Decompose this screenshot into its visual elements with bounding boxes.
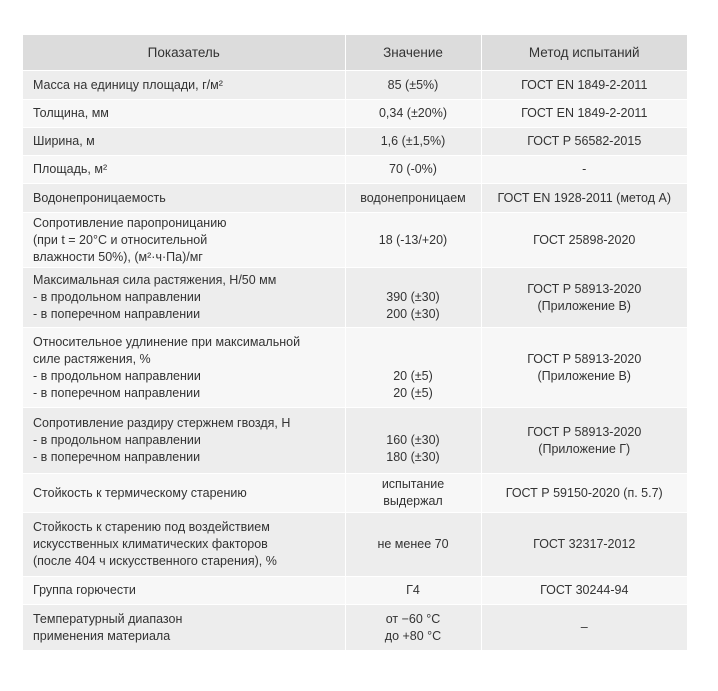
parameter-cell-line: Толщина, мм bbox=[33, 106, 109, 120]
value-cell-line: не менее 70 bbox=[377, 537, 449, 551]
parameter-cell bbox=[23, 408, 345, 474]
value-cell-line: 0,34 (±20%) bbox=[378, 106, 447, 120]
parameter-cell-line: влажности 50%), (м²·ч·Па)/мг bbox=[33, 249, 203, 264]
parameter-cell-line: применения материала bbox=[33, 628, 171, 643]
value-cell-line: 20 (±5) bbox=[393, 368, 433, 383]
header-parameter: Показатель bbox=[23, 35, 345, 71]
parameter-cell-line: - в поперечном направлении bbox=[33, 385, 201, 400]
value-cell-line: 70 (-0%) bbox=[389, 162, 437, 176]
table-row bbox=[23, 100, 687, 128]
table-row bbox=[23, 184, 687, 213]
parameter-cell bbox=[23, 128, 345, 156]
parameter-cell-line: - в поперечном направлении bbox=[33, 307, 201, 321]
method-cell-line: ГОСТ 32317-2012 bbox=[533, 537, 636, 551]
header-value: Значение bbox=[345, 35, 481, 71]
method-cell-line: ГОСТ EN 1849-2-2011 bbox=[521, 106, 648, 120]
method-cell bbox=[481, 268, 687, 328]
parameter-cell-line: Стойкость к старению под воздействием bbox=[33, 520, 270, 534]
value-cell-line: 18 (-13/+20) bbox=[378, 232, 448, 247]
method-cell-line: ГОСТ 25898-2020 bbox=[533, 232, 636, 247]
table-row bbox=[23, 268, 687, 328]
value-cell-line bbox=[346, 272, 481, 289]
value-cell-line: водонепроницаем bbox=[360, 190, 466, 205]
parameter-cell-line: Масса на единицу площади, г/м² bbox=[33, 77, 223, 92]
spec-table-container bbox=[23, 35, 687, 651]
parameter-cell-line: - в продольном направлении bbox=[33, 433, 201, 447]
spec-table bbox=[23, 35, 687, 651]
parameter-cell bbox=[23, 328, 345, 408]
parameter-cell-line: Максимальная сила растяжения, Н/50 мм bbox=[33, 273, 277, 287]
table-body bbox=[23, 71, 687, 651]
value-cell bbox=[345, 128, 481, 156]
method-cell-line: ГОСТ Р 58913-2020 bbox=[527, 351, 642, 366]
parameter-cell bbox=[23, 213, 345, 268]
method-cell bbox=[481, 577, 687, 605]
method-cell-line: – bbox=[580, 620, 588, 634]
method-cell-line: (Приложение Г) bbox=[538, 441, 631, 456]
value-cell bbox=[345, 328, 481, 408]
parameter-cell bbox=[23, 268, 345, 328]
parameter-cell-line: - в поперечном направлении bbox=[33, 450, 201, 464]
parameter-cell-line: (при t = 20°С и относительной bbox=[33, 232, 208, 247]
method-cell-line: (Приложение В) bbox=[537, 368, 631, 383]
method-cell-line: ГОСТ 30244-94 bbox=[540, 583, 629, 597]
parameter-cell-line: (после 404 ч искусственного старения), % bbox=[33, 554, 277, 568]
method-cell bbox=[481, 184, 687, 213]
method-cell-line: ГОСТ Р 56582-2015 bbox=[527, 134, 642, 148]
table-row bbox=[23, 513, 687, 577]
parameter-cell bbox=[23, 513, 345, 577]
value-cell-line: 20 (±5) bbox=[393, 385, 433, 400]
parameter-cell bbox=[23, 184, 345, 213]
parameter-cell bbox=[23, 71, 345, 100]
parameter-cell-line: - в продольном направлении bbox=[33, 368, 201, 383]
parameter-cell-line: Относительное удлинение при максимальной bbox=[33, 334, 301, 349]
value-cell-line: испытание bbox=[381, 477, 445, 491]
value-cell bbox=[345, 71, 481, 100]
value-cell-line bbox=[346, 334, 481, 351]
method-cell bbox=[481, 71, 687, 100]
method-cell-line: ГОСТ EN 1928-2011 (метод А) bbox=[497, 190, 671, 205]
parameter-cell-line: Сопротивление раздиру стержнем гвоздя, Н bbox=[33, 416, 291, 430]
parameter-cell-line: Температурный диапазон bbox=[33, 611, 183, 626]
value-cell bbox=[345, 184, 481, 213]
value-cell-line: 180 (±30) bbox=[386, 450, 440, 464]
method-cell-line: ГОСТ Р 58913-2020 bbox=[527, 281, 642, 296]
value-cell bbox=[345, 605, 481, 651]
method-cell bbox=[481, 474, 687, 513]
table-row bbox=[23, 577, 687, 605]
method-cell bbox=[481, 605, 687, 651]
parameter-cell-line: Сопротивление паропроницанию bbox=[33, 215, 227, 230]
value-cell-line: 390 (±30) bbox=[386, 290, 440, 304]
method-cell bbox=[481, 100, 687, 128]
value-cell bbox=[345, 156, 481, 184]
method-cell bbox=[481, 513, 687, 577]
value-cell-line: до +80 °С bbox=[384, 628, 442, 643]
method-cell-line: - bbox=[582, 162, 587, 176]
table-row bbox=[23, 71, 687, 100]
value-cell-line: от −60 °С bbox=[385, 611, 441, 626]
value-cell bbox=[345, 513, 481, 577]
parameter-cell bbox=[23, 474, 345, 513]
parameter-cell-line: Группа горючести bbox=[33, 583, 136, 597]
method-cell-line: ГОСТ Р 59150-2020 (п. 5.7) bbox=[505, 485, 663, 500]
parameter-cell bbox=[23, 577, 345, 605]
table-row bbox=[23, 408, 687, 474]
parameter-cell bbox=[23, 100, 345, 128]
value-cell-line: 85 (±5%) bbox=[387, 77, 439, 92]
method-cell bbox=[481, 328, 687, 408]
parameter-cell-line: Площадь, м² bbox=[33, 162, 108, 176]
table-row bbox=[23, 605, 687, 651]
value-cell-line: 160 (±30) bbox=[386, 433, 440, 447]
value-cell bbox=[345, 474, 481, 513]
value-cell bbox=[345, 100, 481, 128]
table-row bbox=[23, 474, 687, 513]
value-cell bbox=[345, 213, 481, 268]
value-cell bbox=[345, 408, 481, 474]
parameter-cell bbox=[23, 156, 345, 184]
value-cell-line: 200 (±30) bbox=[386, 307, 440, 321]
parameter-cell-line: силе растяжения, % bbox=[33, 351, 151, 366]
table-row bbox=[23, 128, 687, 156]
header-method: Метод испытаний bbox=[481, 35, 687, 71]
method-cell bbox=[481, 128, 687, 156]
method-cell bbox=[481, 156, 687, 184]
method-cell-line: (Приложение В) bbox=[537, 298, 631, 313]
parameter-cell-line: - в продольном направлении bbox=[33, 290, 201, 304]
parameter-cell-line: Водонепроницаемость bbox=[33, 190, 166, 205]
table-row bbox=[23, 213, 687, 268]
parameter-cell-line: Ширина, м bbox=[33, 134, 95, 148]
parameter-cell-line: искусственных климатических факторов bbox=[33, 537, 268, 551]
method-cell bbox=[481, 213, 687, 268]
method-cell-line: ГОСТ EN 1849-2-2011 bbox=[521, 77, 648, 92]
value-cell bbox=[345, 268, 481, 328]
value-cell-line bbox=[346, 415, 481, 432]
value-cell-line: 1,6 (±1,5%) bbox=[380, 134, 446, 148]
table-row bbox=[23, 328, 687, 408]
value-cell-line bbox=[346, 351, 481, 368]
method-cell-line: ГОСТ Р 58913-2020 bbox=[527, 424, 642, 439]
method-cell bbox=[481, 408, 687, 474]
table-row bbox=[23, 156, 687, 184]
value-cell-line: выдержал bbox=[383, 494, 443, 508]
parameter-cell-line: Стойкость к термическому старению bbox=[33, 485, 247, 500]
value-cell-line: Г4 bbox=[406, 583, 420, 597]
value-cell bbox=[345, 577, 481, 605]
table-header-row bbox=[23, 35, 687, 71]
parameter-cell bbox=[23, 605, 345, 651]
